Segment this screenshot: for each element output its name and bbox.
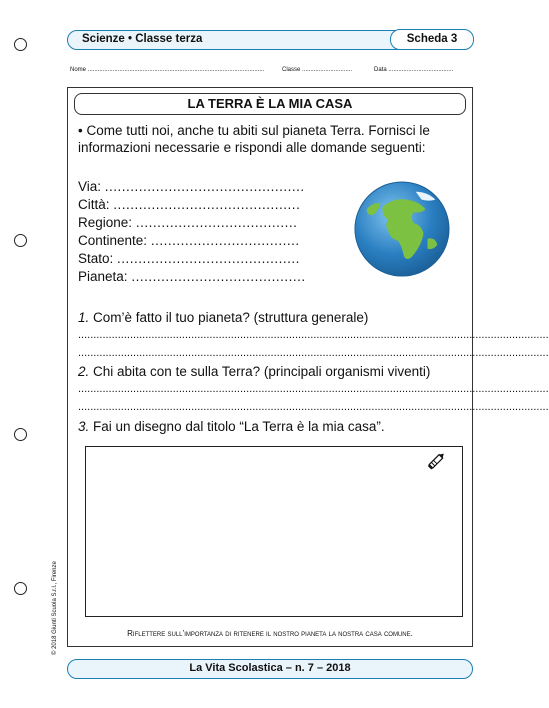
copyright-text: © 2018 Giunti Scuola S.r.l., Firenze xyxy=(52,561,58,655)
scheda-label: Scheda 3 xyxy=(390,29,474,50)
intro-text: • Come tutti noi, anche tu abiti sul pianeta Terra. Fornisci le informazioni necessarie e rispondi alle domande seguenti: xyxy=(78,123,430,155)
question-1: 1. Com’è fatto il tuo pianeta? (struttura generale) xyxy=(78,310,369,325)
field-citta[interactable]: Città: ............................................ xyxy=(78,197,301,212)
worksheet-box xyxy=(67,87,549,647)
field-regione[interactable]: Regione: ...................................... xyxy=(78,215,298,230)
header-bar xyxy=(67,30,473,50)
worksheet-title: LA TERRA È LA MIA CASA xyxy=(74,93,466,115)
field-stato[interactable]: Stato: ........................................... xyxy=(78,251,300,266)
drawing-area[interactable] xyxy=(85,446,463,617)
answer-line[interactable]: .......................................................................................................................................................... xyxy=(78,383,549,395)
publication-footer: La Vita Scolastica – n. 7 – 2018 xyxy=(67,659,473,679)
field-pianeta[interactable]: Pianeta: ......................................... xyxy=(78,269,306,284)
data-field[interactable]: Data ....................................... xyxy=(374,67,454,73)
answer-line[interactable]: .......................................................................................................................................................... xyxy=(78,401,549,413)
footer-note: Riflettere sull’importanza di ritenere il nostro pianeta la nostra casa comune. xyxy=(127,629,413,638)
answer-line[interactable]: .......................................................................................................................................................... xyxy=(78,329,549,341)
binder-hole-icon xyxy=(14,38,27,51)
question-3: 3. Fai un disegno dal titolo “La Terra è la mia casa”. xyxy=(78,419,385,434)
earth-globe-icon xyxy=(353,180,451,278)
answer-line[interactable]: .......................................................................................................................................................... xyxy=(78,347,549,359)
binder-hole-icon xyxy=(14,428,27,441)
question-2: 2. Chi abita con te sulla Terra? (principali organismi viventi) xyxy=(78,364,431,379)
subject-label: Scienze • Classe terza xyxy=(82,33,203,45)
binder-hole-icon xyxy=(14,234,27,247)
nome-field[interactable]: Nome .......................................................................................................... xyxy=(70,67,265,73)
binder-hole-icon xyxy=(14,582,27,595)
field-continente[interactable]: Continente: ................................... xyxy=(78,233,300,248)
classe-field[interactable]: Classe .............................. xyxy=(282,67,353,73)
pencil-icon xyxy=(426,450,448,472)
field-via[interactable]: Via: ............................................... xyxy=(78,179,305,194)
